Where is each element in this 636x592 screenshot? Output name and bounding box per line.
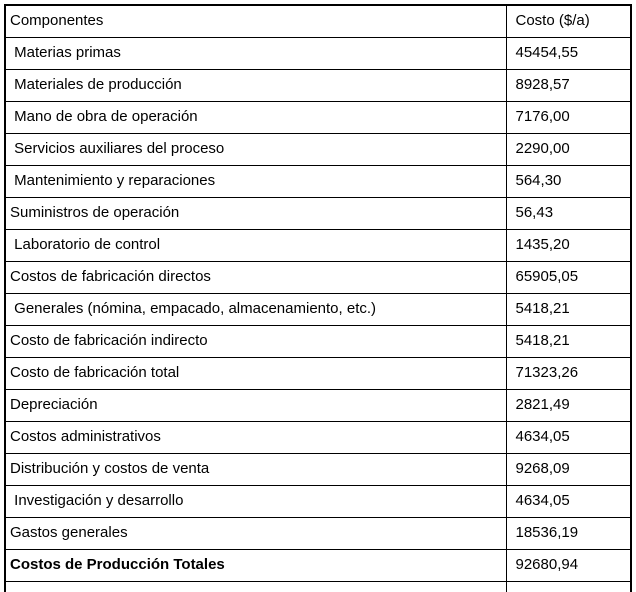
table-row [5, 101, 631, 133]
component-cell: Investigación y desarrollo [5, 485, 506, 517]
table-row [5, 69, 631, 101]
component-cell: Costos de fabricación directos [5, 261, 506, 293]
cost-cell: 9268,09 [506, 453, 631, 485]
column-header-componentes: Componentes [5, 5, 506, 37]
table-row [5, 229, 631, 261]
cost-cell: 92680,94 [506, 549, 631, 581]
cost-table-body [5, 37, 631, 592]
cost-cell: 1435,20 [506, 229, 631, 261]
component-cell: Mano de obra de operación [5, 101, 506, 133]
cost-cell: 5418,21 [506, 325, 631, 357]
cost-cell [506, 581, 631, 592]
cost-cell: 8928,57 [506, 69, 631, 101]
table-row [5, 197, 631, 229]
table-row [5, 325, 631, 357]
cost-cell: 65905,05 [506, 261, 631, 293]
component-cell: Costo de fabricación total [5, 357, 506, 389]
component-cell: Generales (nómina, empacado, almacenamiento, etc.) [5, 293, 506, 325]
table-row [5, 517, 631, 549]
cost-cell: 45454,55 [506, 37, 631, 69]
component-cell: Laboratorio de control [5, 229, 506, 261]
cost-cell: 564,30 [506, 165, 631, 197]
component-cell: Gastos generales [5, 517, 506, 549]
component-cell: Suministros de operación [5, 197, 506, 229]
table-row [5, 293, 631, 325]
table-row [5, 37, 631, 69]
cost-cell: 18536,19 [506, 517, 631, 549]
production-costs-table [4, 4, 632, 592]
component-cell: Costos de Producción Totales [5, 549, 506, 581]
table-row [5, 485, 631, 517]
component-cell: Depreciación [5, 389, 506, 421]
table-row [5, 421, 631, 453]
table-row [5, 133, 631, 165]
cost-cell: 2821,49 [506, 389, 631, 421]
component-cell: Servicios auxiliares del proceso [5, 133, 506, 165]
component-cell: Distribución y costos de venta [5, 453, 506, 485]
component-cell [5, 581, 506, 592]
table-row [5, 453, 631, 485]
cost-cell: 2290,00 [506, 133, 631, 165]
cost-cell: 56,43 [506, 197, 631, 229]
column-header-costo: Costo ($/a) [506, 5, 631, 37]
component-cell: Costos administrativos [5, 421, 506, 453]
cost-cell: 4634,05 [506, 421, 631, 453]
cost-cell: 7176,00 [506, 101, 631, 133]
table-row [5, 165, 631, 197]
cutoff-row [5, 581, 631, 592]
component-cell: Mantenimiento y reparaciones [5, 165, 506, 197]
component-cell: Materiales de producción [5, 69, 506, 101]
table-row [5, 549, 631, 581]
table-row [5, 389, 631, 421]
cost-cell: 71323,26 [506, 357, 631, 389]
component-cell: Costo de fabricación indirecto [5, 325, 506, 357]
cost-cell: 5418,21 [506, 293, 631, 325]
cost-cell: 4634,05 [506, 485, 631, 517]
table-row [5, 261, 631, 293]
table-header-row [5, 5, 631, 37]
component-cell: Materias primas [5, 37, 506, 69]
table-row [5, 357, 631, 389]
